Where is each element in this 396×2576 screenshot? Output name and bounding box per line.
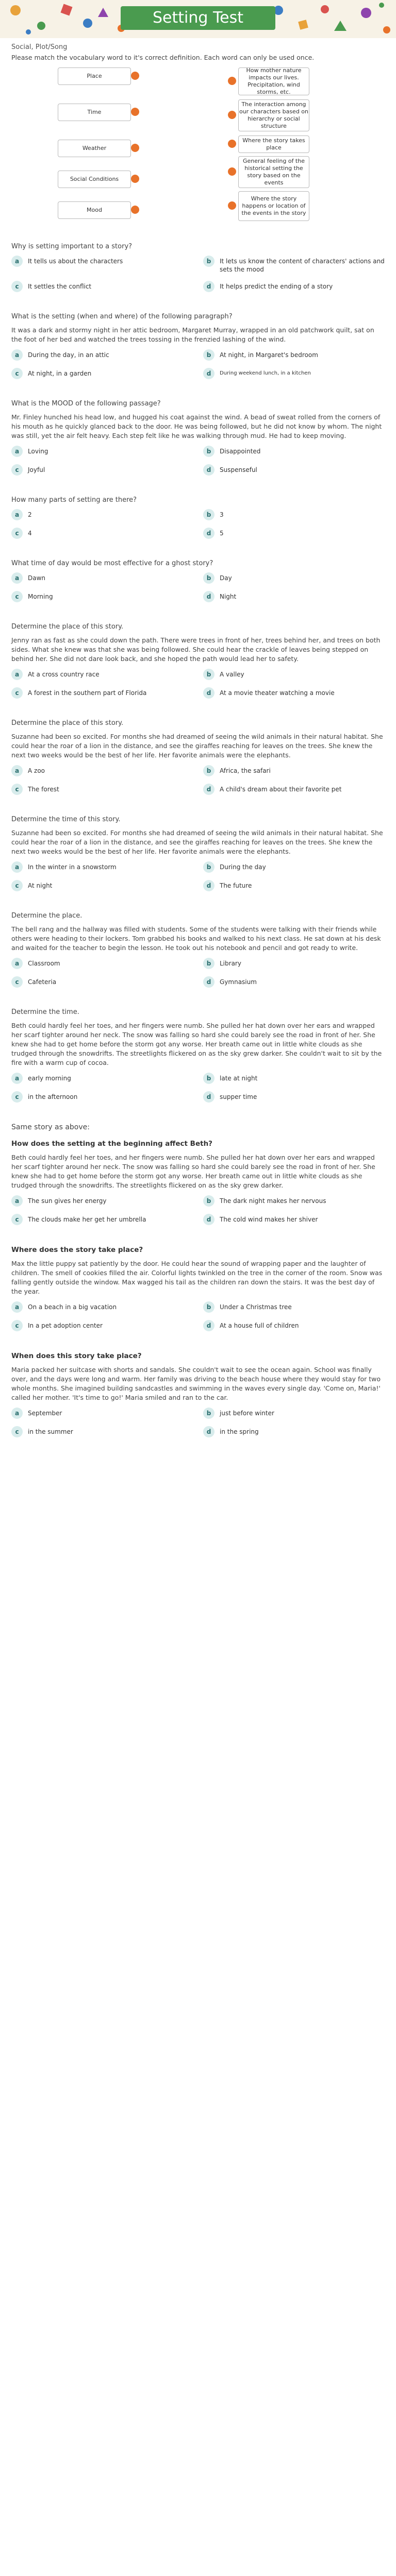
answer-options (11, 509, 385, 539)
option-letter: b (203, 958, 214, 969)
option-letter: b (203, 1073, 214, 1084)
option-letter: c (11, 281, 23, 292)
option-letter: a (11, 1073, 23, 1084)
question-text: Determine the place. (11, 912, 82, 920)
answer-option[interactable] (11, 1408, 193, 1419)
answer-option[interactable] (203, 976, 385, 988)
question-text: Determine the place of this story. (11, 719, 124, 727)
answer-option[interactable] (203, 1301, 385, 1313)
answer-option[interactable] (11, 1320, 193, 1331)
option-text: A forest in the southern part of Florida (28, 689, 147, 697)
option-text: The future (220, 882, 252, 889)
option-text: Night (220, 593, 237, 600)
option-text: It helps predict the ending of a story (220, 283, 333, 290)
answer-option[interactable] (203, 669, 385, 680)
option-letter: c (11, 976, 23, 988)
option-text: Day (220, 574, 232, 582)
option-letter: b (203, 1408, 214, 1419)
option-letter: a (11, 669, 23, 680)
passage: Suzanne had been so excited. For months she had dreamed of seeing the wild animals in their natural habitat. She could hear the roar of a lion in the distance, and see the giraffes reaching for leaves on the trees. She knew the next two weeks would be the best of her life. Her favorite animals were the elephants. (11, 733, 383, 759)
option-text: During weekend lunch, in a kitchen (220, 370, 311, 376)
option-letter: d (203, 880, 214, 891)
question-text: When does this story take place? (11, 1352, 142, 1360)
option-text: At night, in Margaret's bedroom (220, 351, 318, 359)
option-text: Suspenseful (220, 466, 257, 473)
question-text: Why is setting important to a story? (11, 243, 133, 250)
answer-options (11, 765, 385, 795)
answer-option[interactable] (203, 464, 385, 476)
option-text: The clouds make her get her umbrella (28, 1216, 146, 1223)
answer-option[interactable] (11, 572, 193, 584)
option-letter: c (11, 687, 23, 699)
answer-option[interactable] (11, 446, 193, 457)
option-letter: a (11, 958, 23, 969)
option-text: early morning (28, 1075, 71, 1082)
answer-option[interactable] (203, 1073, 385, 1084)
option-letter: b (203, 572, 214, 584)
answer-options (11, 349, 385, 379)
match-definition[interactable]: Where the story takes place (238, 135, 309, 153)
match-connector-dot[interactable] (228, 140, 236, 148)
answer-option[interactable] (11, 256, 193, 274)
option-text: At night (28, 882, 53, 889)
option-text: Joyful (28, 466, 45, 473)
option-text: A valley (220, 671, 244, 678)
option-letter: b (203, 349, 214, 361)
option-text: Under a Christmas tree (220, 1303, 292, 1311)
option-text: The forest (28, 786, 59, 793)
answer-option[interactable] (203, 861, 385, 873)
passage: Jenny ran as fast as she could down the path. There were trees in front of her, trees behind her, and trees on both sides. What she knew was that she was being followed. She could hear the crackle of leaves being stepped on behind her. She did not dare look back, and she hoped the path would lead her to safety. (11, 636, 381, 663)
match-term[interactable]: Weather (58, 140, 131, 157)
option-text: September (28, 1410, 62, 1417)
question-text: How does the setting at the beginning affect Beth? (11, 1140, 213, 1148)
match-connector-dot[interactable] (228, 111, 236, 119)
answer-option[interactable] (203, 572, 385, 584)
match-term[interactable]: Mood (58, 201, 131, 219)
passage: Mr. Finley hunched his head low, and hugged his coat against the wind. A bead of sweat rolled from the corners of his mouth as he quickly glanced back to the door. He was being followed, but he did not know by whom. The night was still, yet the air felt heavy. Each step felt like he was walking through mud. He had to keep moving. (11, 413, 382, 439)
match-term[interactable]: Time (58, 104, 131, 121)
option-text: At a movie theater watching a movie (220, 689, 335, 697)
option-text: At a cross country race (28, 671, 100, 678)
option-text: In a pet adoption center (28, 1322, 103, 1329)
match-connector-dot[interactable] (131, 144, 139, 152)
option-letter: d (203, 591, 214, 602)
option-text: Disappointed (220, 448, 261, 455)
match-term[interactable]: Place (58, 67, 131, 85)
answer-option[interactable] (11, 976, 193, 988)
option-letter: b (203, 669, 214, 680)
answer-option[interactable] (11, 349, 193, 361)
passage: The bell rang and the hallway was filled with students. Some of the students were talking with their friends while others were heading to their lockers. Tom grabbed his books and walked to his next class. He sat down at his desk and waited for the teacher to begin the lesson. He took out his notebook and pencil and got ready to write. (11, 925, 381, 952)
match-definition[interactable]: Where the story happens or location of the events in the story (238, 191, 309, 221)
match-definition[interactable]: The interaction among our characters based on hierarchy or social structure (238, 99, 309, 131)
option-text: It settles the conflict (28, 283, 92, 290)
passage: Maria packed her suitcase with shorts and sandals. She couldn't wait to see the ocean again. School was finally over, and the days were long and warm. Her family was driving to the beach house where they would stay for two whole months. She imagined building sandcastles and swimming in the waves every single day. 'Come on, Maria!' called her mother. 'It's time to go!' Maria smiled and ran to the car. (11, 1366, 381, 1401)
matching-exercise (11, 67, 385, 222)
match-connector-dot[interactable] (131, 206, 139, 214)
match-connector-dot[interactable] (228, 201, 236, 210)
option-letter: c (11, 1426, 23, 1437)
option-text: On a beach in a big vacation (28, 1303, 117, 1311)
question-text: What is the setting (when and where) of the following paragraph? (11, 313, 233, 320)
match-connector-dot[interactable] (131, 72, 139, 80)
option-text: 4 (28, 530, 32, 537)
option-letter: b (203, 1301, 214, 1313)
answer-option[interactable] (11, 1195, 193, 1207)
answer-options (11, 572, 385, 602)
answer-option[interactable] (203, 880, 385, 891)
passage: It was a dark and stormy night in her attic bedroom, Margaret Murray, wrapped in an old patchwork quilt, sat on the foot of her bed and watched the trees tossing in the frenzied lashing of the wind. (11, 326, 374, 343)
option-letter: a (11, 1195, 23, 1207)
answer-option[interactable] (203, 784, 385, 795)
answer-option[interactable] (11, 765, 193, 776)
answer-options (11, 1408, 385, 1437)
option-text: 2 (28, 511, 32, 518)
match-definition[interactable]: General feeling of the historical setting the story based on the events (238, 156, 309, 188)
answer-option[interactable] (203, 765, 385, 776)
option-text: Africa, the safari (220, 767, 271, 774)
option-text: in the spring (220, 1428, 259, 1435)
option-letter: c (11, 591, 23, 602)
answer-options (11, 861, 385, 891)
answer-option[interactable] (203, 528, 385, 539)
answer-option[interactable] (11, 1091, 193, 1103)
answer-option[interactable] (11, 528, 193, 539)
option-letter: c (11, 880, 23, 891)
option-letter: d (203, 1091, 214, 1103)
question-text: Determine the time. (11, 1008, 79, 1016)
option-text: It lets us know the content of characters' actions and sets the mood (220, 258, 385, 273)
option-text: At night, in a garden (28, 370, 92, 377)
answer-option[interactable] (11, 368, 193, 379)
option-letter: d (203, 784, 214, 795)
option-letter: d (203, 1320, 214, 1331)
match-connector-dot[interactable] (131, 175, 139, 183)
answer-options (11, 256, 385, 292)
option-letter: d (203, 281, 214, 292)
option-text: During the day (220, 863, 266, 871)
answer-option[interactable] (11, 1073, 193, 1084)
answer-option[interactable] (11, 861, 193, 873)
answer-options (11, 1073, 385, 1103)
passage: Max the little puppy sat patiently by the door. He could hear the sound of wrapping paper and the laughter of children. The smell of cookies filled the air. Colorful lights twinkled on the tree in the corner of the room. Snow was falling gently outside the window. Max wagged his tail as the children ran down the stairs. It was the best day of the year. (11, 1260, 383, 1295)
answer-option[interactable] (203, 349, 385, 361)
answer-option[interactable] (11, 687, 193, 699)
answer-option[interactable] (203, 1091, 385, 1103)
option-letter: d (203, 528, 214, 539)
answer-options (11, 958, 385, 988)
option-text: In the winter in a snowstorm (28, 863, 117, 871)
page-title: Setting Test (121, 6, 275, 30)
match-connector-dot[interactable] (228, 167, 236, 176)
answer-option[interactable] (11, 509, 193, 520)
option-letter: a (11, 1301, 23, 1313)
option-letter: d (203, 687, 214, 699)
option-letter: b (203, 509, 214, 520)
match-connector-dot[interactable] (228, 77, 236, 85)
answer-option[interactable] (11, 784, 193, 795)
option-letter: b (203, 446, 214, 457)
option-text: in the afternoon (28, 1093, 78, 1100)
answer-options (11, 669, 385, 699)
option-text: Loving (28, 448, 48, 455)
answer-option[interactable] (203, 368, 385, 379)
match-connector-dot[interactable] (131, 108, 139, 116)
option-text: in the summer (28, 1428, 73, 1435)
answer-option[interactable] (11, 1214, 193, 1225)
question-text: Determine the time of this story. (11, 816, 121, 823)
option-text: 3 (220, 511, 224, 518)
answer-option[interactable] (203, 1408, 385, 1419)
option-text: Morning (28, 593, 53, 600)
passage: Beth could hardly feel her toes, and her fingers were numb. She pulled her hat down over her ears and wrapped her scarf tighter around her neck. The snow was falling so hard she could barely see the road in front of her. She knew she had to get home before the storm got any worse. Her breath came out in little white clouds as she trudged through the snowdrifts. The streetlights flickered on as the sky grew darker. She couldn't wait to sit by the fire with a warm cup of cocoa. (11, 1022, 382, 1066)
answer-option[interactable] (203, 591, 385, 602)
option-text: During the day, in an attic (28, 351, 109, 359)
answer-option[interactable] (203, 446, 385, 457)
option-text: Dawn (28, 574, 46, 582)
option-letter: a (11, 349, 23, 361)
answer-option[interactable] (203, 687, 385, 699)
answer-option[interactable] (11, 1426, 193, 1437)
answer-option[interactable] (11, 591, 193, 602)
answer-option[interactable] (203, 256, 385, 274)
option-text: 5 (220, 530, 224, 537)
question-text: What is the MOOD of the following passage? (11, 400, 161, 408)
option-text: The cold wind makes her shiver (220, 1216, 318, 1223)
option-letter: c (11, 1320, 23, 1331)
answer-option[interactable] (203, 1426, 385, 1437)
option-text: At a house full of children (220, 1322, 299, 1329)
option-letter: c (11, 528, 23, 539)
answer-options (11, 446, 385, 476)
option-letter: d (203, 976, 214, 988)
option-letter: c (11, 464, 23, 476)
option-letter: d (203, 368, 214, 379)
option-text: It tells us about the characters (28, 258, 123, 265)
option-letter: a (11, 509, 23, 520)
option-letter: d (203, 464, 214, 476)
option-letter: d (203, 1426, 214, 1437)
option-letter: c (11, 1091, 23, 1103)
answer-option[interactable] (203, 1214, 385, 1225)
answer-option[interactable] (203, 958, 385, 969)
answer-option[interactable] (11, 281, 193, 292)
match-term[interactable]: Social Conditions (58, 171, 131, 188)
option-letter: c (11, 784, 23, 795)
option-letter: c (11, 368, 23, 379)
answer-options (11, 1195, 385, 1225)
match-instructions: Please match the vocabulary word to it's correct definition. Each word can only be used once. (11, 54, 315, 61)
option-letter: b (203, 256, 214, 267)
option-letter: a (11, 256, 23, 267)
header-banner (0, 0, 396, 38)
answer-option[interactable] (11, 1301, 193, 1313)
option-letter: a (11, 446, 23, 457)
answer-option[interactable] (203, 1320, 385, 1331)
option-text: Classroom (28, 960, 60, 967)
answer-option[interactable] (203, 281, 385, 292)
option-text: A child's dream about their favorite pet (220, 786, 342, 793)
match-definition[interactable]: How mother nature impacts our lives. Precipitation, wind storms, etc. (238, 67, 309, 95)
question-text: How many parts of setting are there? (11, 496, 137, 504)
option-letter: a (11, 572, 23, 584)
answer-option[interactable] (11, 669, 193, 680)
option-text: A zoo (28, 767, 45, 774)
answer-options (11, 1301, 385, 1331)
option-letter: d (203, 1214, 214, 1225)
option-text: Library (220, 960, 241, 967)
option-text: Cafeteria (28, 978, 57, 986)
question-text: Where does the story take place? (11, 1246, 143, 1254)
answer-option[interactable] (11, 464, 193, 476)
option-letter: b (203, 765, 214, 776)
question-text: Determine the place of this story. (11, 623, 124, 631)
question-text: What time of day would be most effective for a ghost story? (11, 560, 213, 567)
option-letter: a (11, 765, 23, 776)
passage: Beth could hardly feel her toes, and her fingers were numb. She pulled her hat down over her ears and wrapped her scarf tighter around her neck. The snow was falling so hard she could barely see the road in front of her. She knew she had to get home before the storm got any worse. Her breath came out in little white clouds as she trudged through the snowdrifts. The streetlights flickered on as the sky grew darker. (11, 1154, 375, 1189)
answer-option[interactable] (203, 509, 385, 520)
answer-option[interactable] (11, 958, 193, 969)
answer-option[interactable] (11, 880, 193, 891)
subject-label: Social, Plot/Song (11, 43, 68, 51)
section-title: Same story as above: (11, 1123, 90, 1131)
option-text: supper time (220, 1093, 257, 1100)
option-letter: c (11, 1214, 23, 1225)
option-text: Gymnasium (220, 978, 257, 986)
option-text: late at night (220, 1075, 258, 1082)
option-letter: a (11, 1408, 23, 1419)
passage: Suzanne had been so excited. For months she had dreamed of seeing the wild animals in their natural habitat. She could hear the roar of a lion in the distance, and see the giraffes reaching for leaves on the trees. She knew the next two weeks would be the best of her life. Her favorite animals were the elephants. (11, 829, 383, 855)
option-letter: a (11, 861, 23, 873)
option-text: just before winter (220, 1410, 274, 1417)
option-text: The sun gives her energy (28, 1197, 107, 1205)
option-letter: b (203, 1195, 214, 1207)
option-text: The dark night makes her nervous (220, 1197, 326, 1205)
answer-option[interactable] (203, 1195, 385, 1207)
option-letter: b (203, 861, 214, 873)
